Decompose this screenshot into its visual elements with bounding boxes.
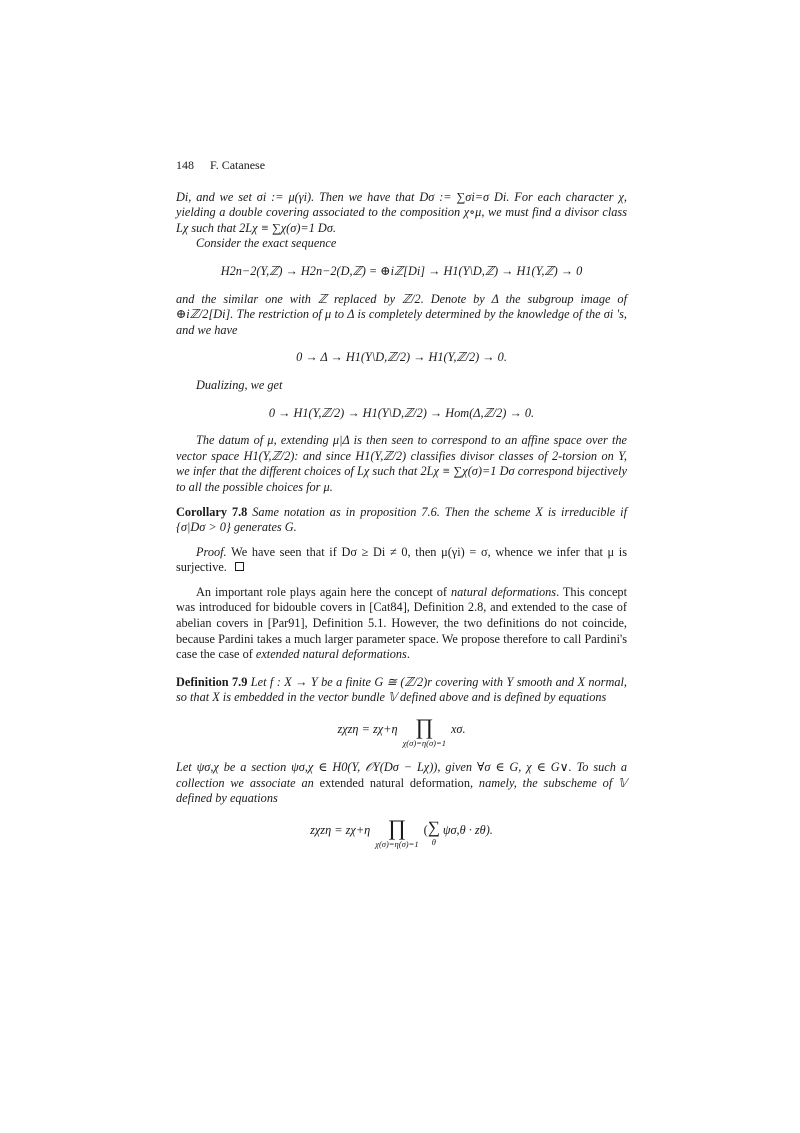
eq4-left: zχzη = zχ+η xyxy=(337,722,398,737)
eq5-left: zχzη = zχ+η xyxy=(310,822,371,837)
paragraph-affine-space: The datum of μ, extending μ|Δ is then seen to correspond to an affine space over the vector space H1(Y,ℤ/2): and since H1(Y,ℤ/2) classifies divisor classes of 2-torsion on Y, we infer that the different choices of Lχ such that 2Lχ ≡ ∑χ(σ)=1 Dσ correspond bijectively to all the possible choices for μ. xyxy=(176,433,627,494)
eq5-product-index: χ(σ)=η(σ)=1 xyxy=(375,838,419,849)
equation-deformation xyxy=(176,814,627,849)
definition-7-9 xyxy=(176,675,627,706)
corollary-text: Same notation as in proposition 7.6. Then the scheme X is irreducible if {σ|Dσ > 0} generates G. xyxy=(176,504,627,535)
ed-term: extended natural deformation xyxy=(319,775,470,790)
proof-block xyxy=(176,545,627,576)
ed-text-a: Let ψσ,χ be a section ψσ,χ ∈ H0(Y, 𝒪Y(Dσ − Lχ)), given ∀σ ∈ G, χ ∈ G∨. To such a collection we associate an xyxy=(176,760,627,790)
eq4-right: xσ. xyxy=(450,722,466,737)
paragraph-subgroup-delta: and the similar one with ℤ replaced by ℤ/2. Denote by Δ the subgroup image of ⊕iℤ/2[Di]. The restriction of μ to Δ is completely determined by the knowledge of the σi 's, and we have xyxy=(176,291,627,337)
definition-text: Let f : X → Y be a finite G ≅ (ℤ/2)r covering with Y smooth and X normal, so that X is embedded in the vector bundle 𝕍 defined above and is defined by equations xyxy=(176,674,627,705)
paragraph-divisor-setup: Di, and we set σi := μ(γi). Then we have that Dσ := ∑σi=σ Di. For each character χ, yielding a double covering associated to the composition χ∘μ, we must find a divisor class Lχ such that 2Lχ ≡ ∑χ(σ)=1 Dσ. xyxy=(176,189,627,235)
eq5-right: ψσ,θ · zθ). xyxy=(442,822,493,837)
equation-dual-sequence: 0 → H1(Y,ℤ/2) → H1(Y\D,ℤ/2) → Hom(Δ,ℤ/2) → 0. xyxy=(268,405,535,420)
sum-group: ( ∑ θ ψσ,θ · zθ). xyxy=(423,817,493,847)
proof-text: We have seen that if Dσ ≥ Di ≠ 0, then μ(γi) = σ, whence we infer that μ is surjective. xyxy=(176,544,627,575)
nd-text-e: . xyxy=(406,647,410,662)
running-head xyxy=(176,158,627,174)
nd-term-natural: natural deformations xyxy=(451,584,557,599)
paragraph-exact-sequence-intro: Consider the exact sequence xyxy=(196,236,337,251)
author-name: F. Catanese xyxy=(210,158,266,172)
equation-exact-sequence: H2n−2(Y,ℤ) → H2n−2(D,ℤ) = ⊕iℤ[Di] → H1(Y\D,ℤ) → H1(Y,ℤ) → 0 xyxy=(220,263,583,278)
nd-term-extended: extended natural deformations xyxy=(255,647,407,662)
ed-text-c: , namely, the subscheme of 𝕍 defined by equations xyxy=(176,775,627,806)
product-symbol: ∏ χ(σ)=η(σ)=1 xyxy=(402,714,446,749)
equation-delta-sequence: 0 → Δ → H1(Y\D,ℤ/2) → H1(Y,ℤ/2) → 0. xyxy=(296,350,507,365)
definition-heading: Definition 7.9 xyxy=(176,674,248,689)
corollary-heading: Corollary 7.8 xyxy=(176,504,248,519)
qed-square-icon xyxy=(235,562,244,571)
nd-text-a: An important role plays again here the concept of xyxy=(196,584,451,599)
page-body xyxy=(176,158,627,861)
proof-heading: Proof. xyxy=(196,544,227,559)
corollary-7-8 xyxy=(176,505,627,536)
eq4-product-index: χ(σ)=η(σ)=1 xyxy=(402,738,446,749)
sum-symbol: ∑ θ xyxy=(427,817,440,847)
equation-cover xyxy=(176,716,627,748)
page-number: 148 xyxy=(176,158,194,172)
paragraph-natural-deformations xyxy=(176,585,627,663)
nd-text-c: . This concept was introduced for bidouble covers in [Cat84], Definition 2.8, and extended to the case of abelian covers in [Par91], Definition 5.1. However, the two definitions do not coincide, because Pardini takes a much larger parameter space. We propose therefore to call Pardini's case the case of xyxy=(176,584,627,662)
product-symbol-2: ∏ χ(σ)=η(σ)=1 xyxy=(375,814,419,849)
paragraph-dualizing: Dualizing, we get xyxy=(196,377,283,392)
paragraph-extended-deformation xyxy=(176,760,627,807)
eq5-sum-index: θ xyxy=(431,836,436,847)
